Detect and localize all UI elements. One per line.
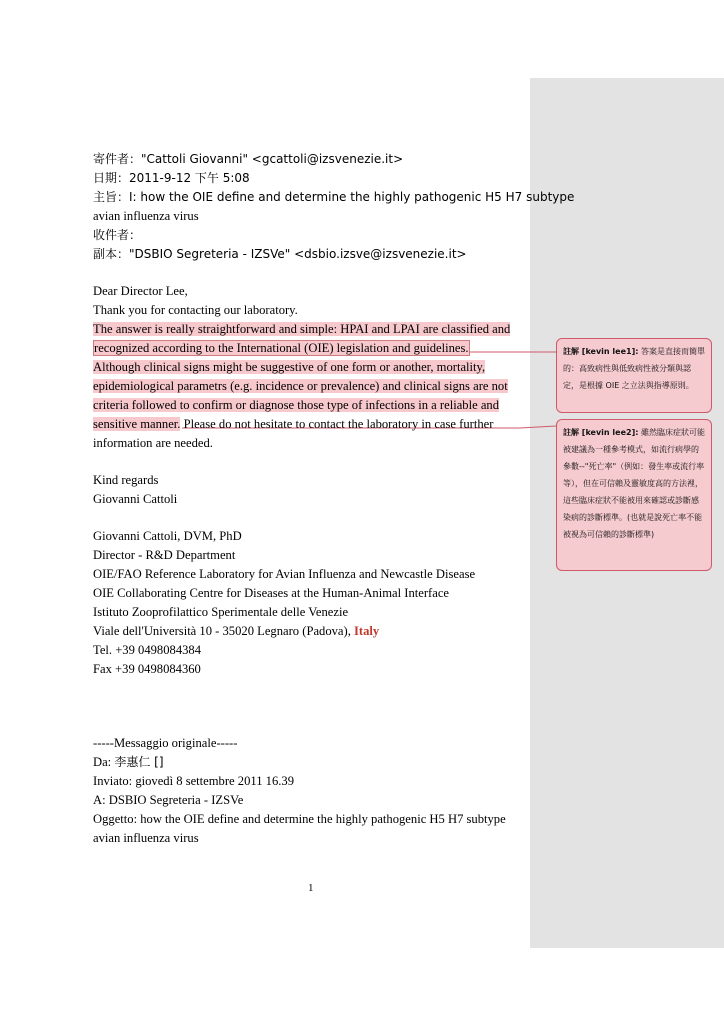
signature-fax: Fax +39 0498084360 [93, 662, 201, 676]
highlight-text: epidemiological parametrs (e.g. incidence or prevalence) and clinical signs are not [93, 379, 508, 393]
regards: Kind regards [93, 473, 159, 487]
original-to: A: DSBIO Segreteria - IZSVe [93, 793, 244, 807]
original-sent: Inviato: giovedì 8 settembre 2011 16.39 [93, 774, 294, 788]
signature-address [93, 622, 379, 641]
comment-text: 雖然臨床症狀可能被建議為一種參考模式，如流行病學的參數--"死亡率"（例如：發生率或流行率等），但在可信賴及靈敏度高的方法裡，這些臨床症狀不能被用來確認或診斷感染病的診斷標準。(也就是說死亡率不能被視為可信賴的診斷標準) [563, 428, 705, 539]
comment-text: 答案是直接而簡單的：高致病性與低致病性被分類與認定，是根據 OIE 之立法與指導原則。 [563, 347, 705, 390]
thanks-line: Thank you for contacting our laboratory. [93, 303, 298, 317]
highlighted-clinical-line [93, 377, 508, 396]
signature-centre: OIE Collaborating Centre for Diseases at the Human-Animal Interface [93, 586, 449, 600]
highlight-text: recognized according to the International (OIE) legislation and guidelines. [94, 341, 469, 355]
da-name: 李惠仁 [] [114, 755, 164, 769]
comment-balloon-1[interactable] [556, 338, 712, 413]
highlight-text: Although clinical signs might be suggestive of one form or another, mortality, [93, 360, 486, 374]
comment-author: 註解 [kevin lee1]: [563, 347, 639, 356]
comment-balloon-2[interactable] [556, 419, 712, 571]
comment-author: 註解 [kevin lee2]: [563, 428, 639, 437]
highlight-text: criteria followed to confirm or diagnose those type of infections in a reliable and [93, 398, 500, 412]
header-cc: 副本："DSBIO Segreteria - IZSVe" <dsbio.izsve@izsvenezie.it> [93, 247, 467, 261]
highlighted-clinical-line [93, 358, 485, 377]
highlighted-answer-line [93, 339, 470, 358]
highlighted-clinical-line [93, 396, 499, 415]
country-text: Italy [354, 624, 380, 638]
header-subject: 主旨：I: how the OIE define and determine the highly pathogenic H5 H7 subtype [93, 190, 575, 204]
original-from [93, 753, 164, 772]
closing-sentence-cont: information are needed. [93, 436, 213, 450]
header-date: 日期：2011-9-12 下午 5:08 [93, 171, 250, 185]
original-subject: Oggetto: how the OIE define and determine the highly pathogenic H5 H7 subtype [93, 812, 506, 826]
da-label: Da: [93, 755, 115, 769]
header-from: 寄件者："Cattoli Giovanni" <gcattoli@izsvenezie.it> [93, 152, 404, 166]
original-separator: -----Messaggio originale----- [93, 736, 238, 750]
closing-sentence-line [93, 415, 493, 434]
signature-name: Giovanni Cattoli, DVM, PhD [93, 529, 242, 543]
highlight-text: The answer is really straightforward and simple: HPAI and LPAI are classified and [93, 322, 511, 336]
header-to: 收件者： [93, 228, 142, 242]
closing-text: Please do not hesitate to contact the laboratory in case further [180, 417, 494, 431]
highlighted-answer-line [93, 320, 510, 339]
address-text: Viale dell'Università 10 - 35020 Legnaro (Padova), [93, 624, 355, 638]
signature-lab: OIE/FAO Reference Laboratory for Avian Influenza and Newcastle Disease [93, 567, 476, 581]
regards-name: Giovanni Cattoli [93, 492, 178, 506]
greeting: Dear Director Lee, [93, 284, 188, 298]
signature-title: Director - R&D Department [93, 548, 236, 562]
page-number: 1 [308, 882, 314, 894]
header-subject-cont: avian influenza virus [93, 209, 199, 223]
highlight-text: sensitive manner. [93, 417, 181, 431]
original-subject-cont: avian influenza virus [93, 831, 199, 845]
signature-tel: Tel. +39 0498084384 [93, 643, 202, 657]
signature-institute: Istituto Zooprofilattico Sperimentale delle Venezie [93, 605, 349, 619]
